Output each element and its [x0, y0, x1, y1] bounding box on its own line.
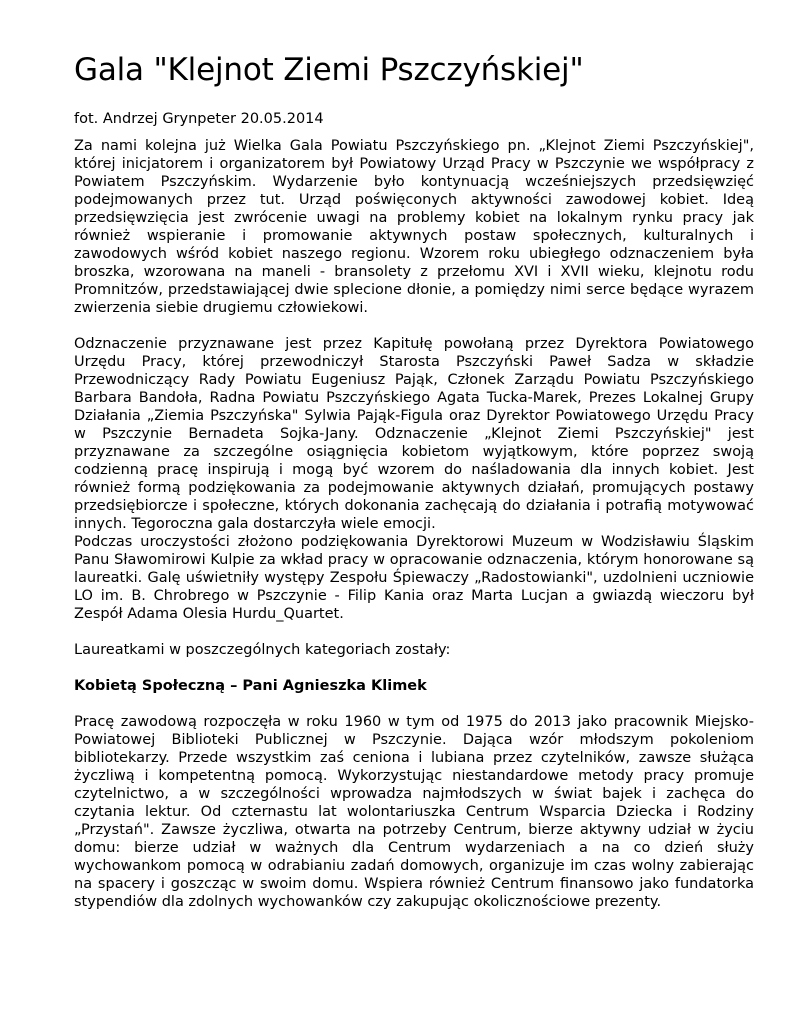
category-paragraph: Pracę zawodową rozpoczęła w roku 1960 w tym od 1975 do 2013 jako pracownik Miejsko-Powiatowej Biblioteki Publicznej w Pszczynie. Dająca wzór młodszym pokoleniom bibliotekarzy. Przede wszystkim zaś ceniona i lubiana przez czytelników, zawsze służąca życzliwą i kompetentną pomocą. Wykorzystując niestandardowe metody pracy promuje czytelnictwo, a w szczególności wprowadza najmłodszych w świat bajek i zachęca do czytania lektur. Od czternastu lat wolontariuszka Centrum Wsparcia Dziecka i Rodziny „Przystań". Zawsze życzliwa, otwarta na potrzeby Centrum, bierze aktywny udział w życiu domu: bierze udział w ważnych dla Centrum wydarzeniach a na co dzień służy wychowankom pomocą w odrabianiu zadań domowych, organizuje im czas wolny zabierając na spacery i goszcząc w swoim domu. Wspiera również Centrum finansowo jako fundatorka stypendiów dla zdolnych wychowanków czy zakupując okolicznościowe prezenty.: [74, 714, 754, 910]
page-title: Gala "Klejnot Ziemi Pszczyńskiej": [74, 52, 584, 88]
laureates-intro: Laureatkami w poszczególnych kategoriach zostały:: [74, 642, 451, 658]
award-paragraph: Odznaczenie przyznawane jest przez Kapitułę powołaną przez Dyrektora Powiatowego Urzędu Pracy, której przewodniczył Starosta Pszczyński Paweł Sadza w składzie Przewodniczący Rady Powiatu Eugeniusz Pająk, Członek Zarządu Powiatu Pszczyńskiego Barbara Bandoła, Radna Powiatu Pszczyńskiego Agata Tucka-Marek, Prezes Lokalnej Grupy Działania „Ziemia Pszczyńska" Sylwia Pająk-Figula oraz Dyrektor Powiatowego Urzędu Pracy w Pszczynie Bernadeta Sojka-Jany. Odznaczenie „Klejnot Ziemi Pszczyńskiej" jest przyznawane za szczególne osiągnięcia kobietom wyjątkowym, które poprzez swoją codzienną pracę inspirują i mogą być wzorem do naśladowania dla innych kobiet. Jest również formą podziękowania za podejmowanie aktywnych działań, promujących postawy przedsiębiorcze i społeczne, których dokonania zachęcają do działania i potrafią motywować innych. Tegoroczna gala dostarczyła wiele emocji.: [74, 336, 754, 532]
category-heading: Kobietą Społeczną – Pani Agnieszka Klimek: [74, 678, 427, 694]
article: [74, 50, 754, 911]
paragraph-spacer: [74, 695, 754, 713]
paragraph-spacer: [74, 659, 754, 677]
photo-credit: fot. Andrzej Grynpeter 20.05.2014: [74, 111, 324, 127]
ceremony-paragraph: Podczas uroczystości złożono podziękowania Dyrektorowi Muzeum w Wodzisławiu Śląskim Panu Sławomirowi Kulpie za wkład pracy w opracowanie odznaczenia, którym honorowane są laureatki. Galę uświetniły występy Zespołu Śpiewaczy „Radostowianki", uzdolnieni uczniowie LO im. B. Chrobrego w Pszczynie - Filip Kania oraz Marta Lucjan a gwiazdą wieczoru był Zespół Adama Olesia Hurdu_Quartet.: [74, 534, 754, 622]
paragraph-spacer: [74, 317, 754, 335]
paragraph-spacer: [74, 623, 754, 641]
intro-paragraph: Za nami kolejna już Wielka Gala Powiatu Pszczyńskiego pn. „Klejnot Ziemi Pszczyńskiej", której inicjatorem i organizatorem był Powiatowy Urząd Pracy w Pszczynie we współpracy z Powiatem Pszczyńskim. Wydarzenie było kontynuacją wcześniejszych przedsięwzięć podejmowanych przez tut. Urząd poświęconych aktywności zawodowej kobiet. Ideą przedsięwzięcia jest zwrócenie uwagi na problemy kobiet na lokalnym rynku pracy jak również wspieranie i promowanie aktywnych postaw społecznych, kulturalnych i zawodowych wśród kobiet naszego regionu. Wzorem roku ubiegłego odznaczeniem była broszka, wzorowana na maneli - bransolety z przełomu XVI i XVII wieku, klejnotu rodu Promnitzów, przedstawiającej dwie splecione dłonie, a pomiędzy nimi serce będące wyrazem zwierzenia siebie drugiemu człowiekowi.: [74, 138, 754, 316]
